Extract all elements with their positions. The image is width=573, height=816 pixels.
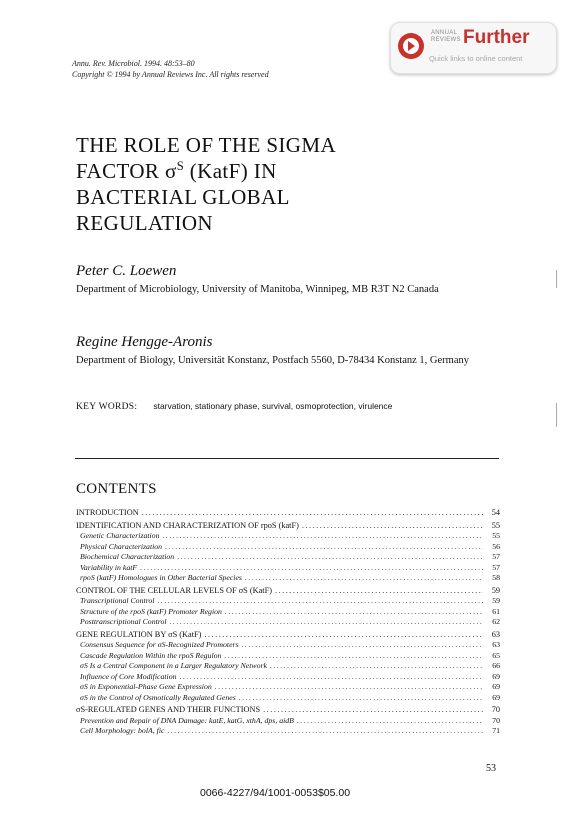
toc-entry xyxy=(76,640,500,651)
toc-entry-title: INTRODUCTION xyxy=(76,508,139,517)
toc-leader-dots xyxy=(165,542,483,551)
toc-leader-dots xyxy=(177,552,483,561)
toc-leader-dots xyxy=(225,607,483,616)
toc-entry-page: 63 xyxy=(492,640,500,649)
toc-entry-title: Cascade Regulation Within the rpoS Regulon xyxy=(80,650,222,660)
author-affiliation: Department of Biology, Universität Konstanz, Postfach 5560, D-78434 Konstanz 1, Germany xyxy=(76,355,469,366)
toc-entry-title: Variability in katF xyxy=(80,562,138,572)
toc-entry xyxy=(76,726,500,737)
toc-entry xyxy=(76,542,500,553)
toc-entry-title: IDENTIFICATION AND CHARACTERIZATION OF rpoS (katF) xyxy=(76,520,299,530)
toc-entry-page: 57 xyxy=(492,552,500,561)
toc-entry-page: 71 xyxy=(492,726,500,735)
toc-entry xyxy=(76,617,500,628)
toc-entry-title: σS in the Control of Osmotically Regulated Genes xyxy=(80,692,236,702)
toc-entry xyxy=(76,586,500,597)
toc-entry-title: σS in Exponential-Phase Gene Expression xyxy=(80,682,212,691)
toc-entry xyxy=(76,563,500,574)
article-title xyxy=(76,132,436,236)
toc-entry xyxy=(76,573,500,584)
toc-leader-dots xyxy=(167,726,483,735)
toc-entry-page: 59 xyxy=(491,585,500,595)
toc-entry xyxy=(76,716,500,727)
toc-entry xyxy=(76,651,500,662)
toc-entry-page: 55 xyxy=(492,531,500,540)
keywords-label: KEY WORDS: xyxy=(76,402,138,412)
journal-citation: Annu. Rev. Microbiol. 1994. 48:53–80 xyxy=(72,59,195,68)
toc-leader-dots xyxy=(242,640,483,649)
toc-entry-title: Influence of Core Modification xyxy=(80,671,177,681)
toc-leader-dots xyxy=(170,617,483,626)
play-circle-icon xyxy=(398,33,424,59)
toc-entry-title: σS-REGULATED GENES AND THEIR FUNCTIONS xyxy=(76,705,261,714)
page-number: 53 xyxy=(486,763,496,774)
toc-entry-title: CONTROL OF THE CELLULAR LEVELS OF σS (KatF) xyxy=(76,585,272,595)
toc-leader-dots xyxy=(215,682,483,691)
table-of-contents xyxy=(76,508,500,737)
toc-entry-page: 61 xyxy=(492,606,500,616)
toc-entry-page: 65 xyxy=(492,650,500,660)
banner-subtitle: Quick links to online content xyxy=(429,54,523,63)
title-line-1: THE ROLE OF THE SIGMA xyxy=(76,133,337,157)
scan-artifact xyxy=(556,270,557,288)
toc-entry xyxy=(76,693,500,704)
toc-entry-page: 56 xyxy=(492,541,500,551)
toc-entry xyxy=(76,672,500,683)
toc-entry xyxy=(76,661,500,672)
copyright-notice: Copyright © 1994 by Annual Reviews Inc. All rights reserved xyxy=(72,70,269,79)
toc-entry xyxy=(76,607,500,618)
toc-leader-dots xyxy=(297,716,483,725)
toc-leader-dots xyxy=(157,596,483,605)
toc-entry xyxy=(76,552,500,563)
divider xyxy=(75,458,499,459)
toc-entry-page: 54 xyxy=(491,508,500,517)
toc-entry xyxy=(76,630,500,641)
toc-entry-title: Prevention and Repair of DNA Damage: katE, katG, xthA, dps, aidB xyxy=(80,715,294,725)
toc-leader-dots xyxy=(162,531,483,540)
toc-entry xyxy=(76,521,500,532)
toc-entry-page: 69 xyxy=(492,671,500,681)
toc-entry-page: 57 xyxy=(492,562,500,572)
toc-leader-dots xyxy=(302,521,483,530)
toc-entry-title: rpoS (katF) Homologues in Other Bacterial Species xyxy=(80,573,242,582)
toc-entry-page: 62 xyxy=(492,617,500,626)
toc-entry-page: 66 xyxy=(492,661,500,670)
toc-entry-page: 55 xyxy=(491,520,500,530)
toc-entry-title: σS Is a Central Component in a Larger Regulatory Network xyxy=(80,661,267,670)
title-line-3: BACTERIAL GLOBAL xyxy=(76,185,290,209)
contents-heading: CONTENTS xyxy=(76,481,157,497)
toc-entry-title: Physical Characterization xyxy=(80,541,163,551)
toc-entry xyxy=(76,705,500,716)
scan-artifact xyxy=(556,403,557,427)
toc-leader-dots xyxy=(180,672,483,681)
toc-leader-dots xyxy=(275,586,483,595)
toc-entry-title: Structure of the rpoS (katF) Promoter Region xyxy=(80,606,222,616)
toc-leader-dots xyxy=(224,651,483,660)
title-line-4: REGULATION xyxy=(76,211,213,235)
toc-entry-page: 59 xyxy=(492,596,500,605)
toc-leader-dots xyxy=(239,693,483,702)
toc-leader-dots xyxy=(204,630,483,639)
toc-entry xyxy=(76,531,500,542)
toc-entry-title: Transcriptional Control xyxy=(80,596,155,605)
toc-entry xyxy=(76,596,500,607)
toc-entry-page: 70 xyxy=(492,715,500,725)
toc-leader-dots xyxy=(142,508,483,517)
author-name: Peter C. Loewen xyxy=(76,263,177,279)
toc-entry xyxy=(76,682,500,693)
banner-further-label: Further xyxy=(463,27,530,48)
toc-entry-title: Biochemical Characterization xyxy=(80,552,175,561)
toc-entry-page: 70 xyxy=(491,705,500,714)
toc-entry-title: Cell Morphology: bolA, fic xyxy=(80,726,165,735)
toc-leader-dots xyxy=(140,563,483,572)
title-line-2: FACTOR $\sigma^S$ (KatF) IN xyxy=(76,159,277,183)
toc-entry-title: Consensus Sequence for σS-Recognized Promoters xyxy=(80,640,239,649)
toc-entry-page: 69 xyxy=(492,692,500,702)
toc-entry xyxy=(76,508,500,519)
toc-leader-dots xyxy=(263,705,483,714)
author-name: Regine Hengge-Aronis xyxy=(76,334,213,350)
toc-leader-dots xyxy=(270,661,483,670)
footer-code: 0066-4227/94/1001-0053$05.00 xyxy=(200,787,351,799)
keywords xyxy=(76,401,392,412)
keywords-value: starvation, stationary phase, survival, osmoprotection, virulence xyxy=(153,401,393,411)
toc-entry-page: 69 xyxy=(492,682,500,691)
author-affiliation: Department of Microbiology, University of Manitoba, Winnipeg, MB R3T N2 Canada xyxy=(76,284,439,295)
toc-entry-page: 63 xyxy=(491,629,500,639)
toc-leader-dots xyxy=(245,573,483,582)
toc-entry-title: Genetic Characterization xyxy=(80,531,160,540)
toc-entry-title: GENE REGULATION BY σS (KatF) xyxy=(76,629,202,639)
toc-entry-title: Posttranscriptional Control xyxy=(80,617,167,626)
annual-reviews-further-banner[interactable] xyxy=(390,22,557,74)
banner-brand: ANNUAL REVIEWS xyxy=(431,30,461,43)
toc-entry-page: 58 xyxy=(492,573,500,582)
